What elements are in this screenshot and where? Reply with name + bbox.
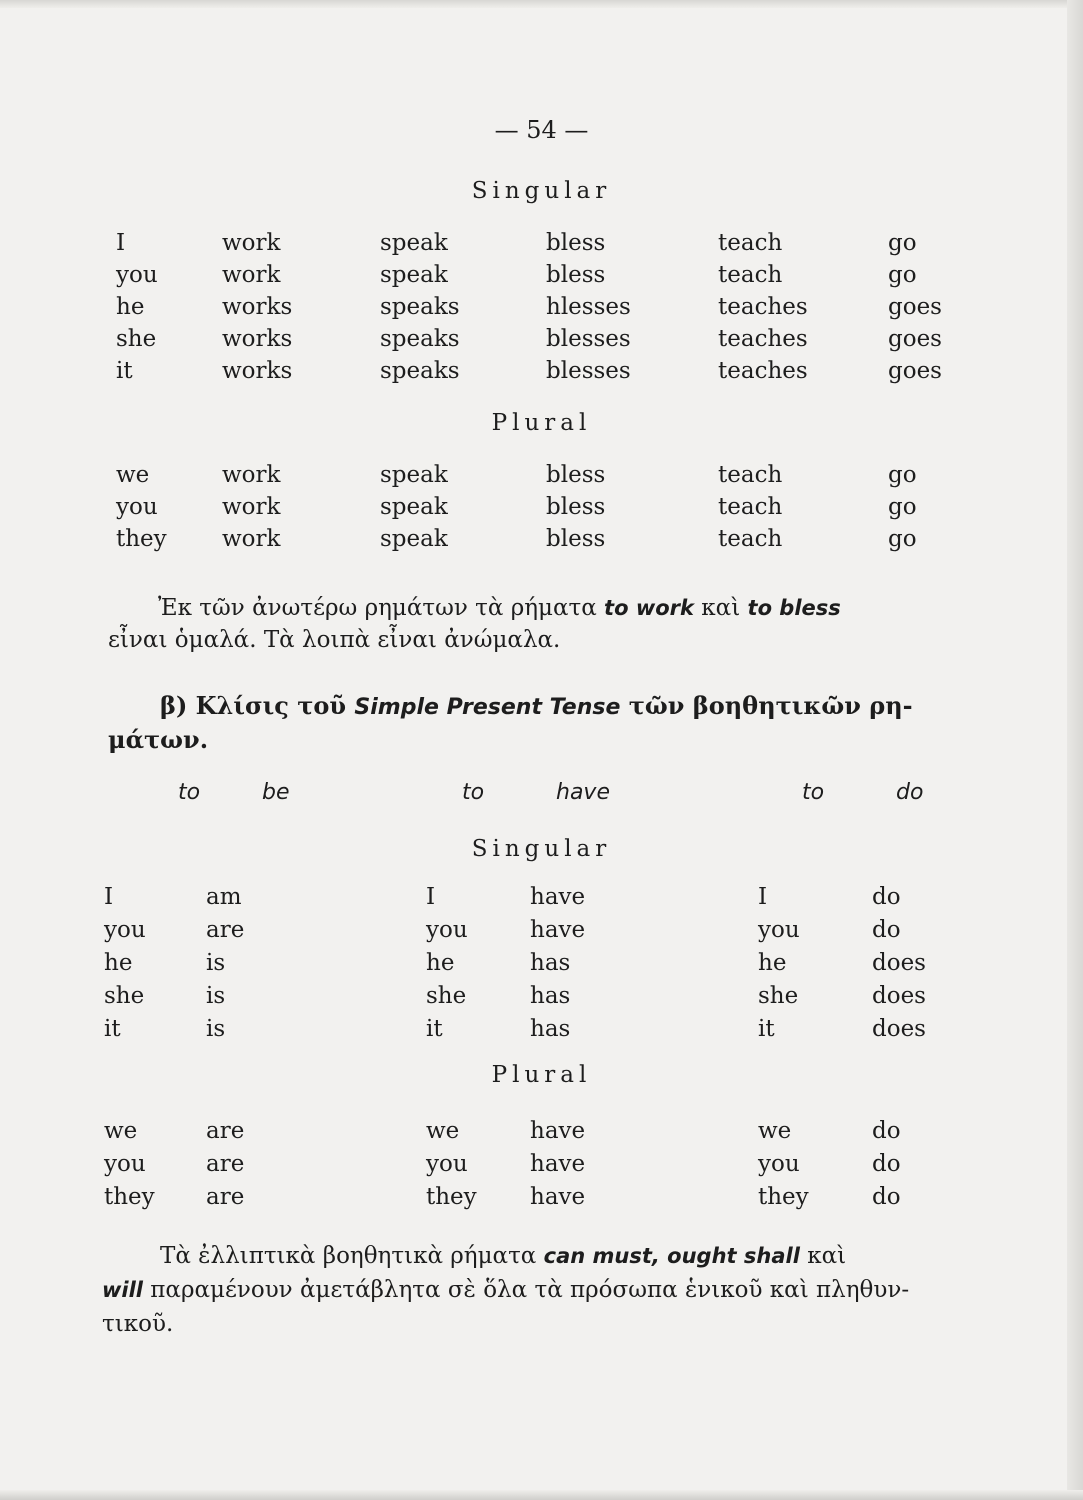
table-cell: go xyxy=(888,230,917,256)
table-cell: is xyxy=(206,983,226,1009)
table-cell: teach xyxy=(718,494,783,520)
table-cell: he xyxy=(116,294,145,320)
table-cell: they xyxy=(758,1184,809,1210)
table-cell: have xyxy=(530,884,586,910)
table-cell: do xyxy=(872,884,901,910)
table-cell: has xyxy=(530,950,571,976)
aux-have: have xyxy=(556,780,610,805)
section-b-tense: Simple Present Tense xyxy=(354,695,621,720)
table-cell: I xyxy=(426,884,436,910)
note2-modals: can must, ought shall xyxy=(543,1244,800,1268)
table-cell: bless xyxy=(546,462,606,488)
table-cell: teach xyxy=(718,526,783,552)
table-cell: they xyxy=(104,1184,155,1210)
table-cell: they xyxy=(116,526,167,552)
table-cell: do xyxy=(872,1118,901,1144)
table-cell: we xyxy=(426,1118,460,1144)
aux-to-2: to xyxy=(462,780,485,805)
aux-be: be xyxy=(262,780,290,805)
table-cell: you xyxy=(116,494,158,520)
aux-to-3: to xyxy=(802,780,825,805)
table-cell: am xyxy=(206,884,242,910)
note2-will: will xyxy=(102,1278,143,1302)
table-cell: works xyxy=(222,358,293,384)
section-b-line2: μάτων. xyxy=(108,725,209,754)
table-cell: I xyxy=(104,884,114,910)
table-cell: work xyxy=(222,494,281,520)
table-cell: are xyxy=(206,1118,245,1144)
table-cell: are xyxy=(206,1184,245,1210)
table-cell: it xyxy=(116,358,133,384)
table-cell: it xyxy=(758,1016,775,1042)
table-cell: speaks xyxy=(380,358,460,384)
table-cell: does xyxy=(872,950,926,976)
table-cell: work xyxy=(222,526,281,552)
aux-do: do xyxy=(896,780,924,805)
table-cell: is xyxy=(206,1016,226,1042)
table-cell: you xyxy=(758,917,800,943)
note1-line2: εἶναι ὁμαλά. Τὰ λοιπὰ εἶναι ἀνώμαλα. xyxy=(108,627,561,653)
table-cell: it xyxy=(426,1016,443,1042)
table-cell: we xyxy=(104,1118,138,1144)
table-cell: he xyxy=(758,950,787,976)
table-cell: you xyxy=(758,1151,800,1177)
table-cell: go xyxy=(888,462,917,488)
table1-plural-heading: Plural xyxy=(491,410,592,436)
table-cell: teach xyxy=(718,262,783,288)
table-cell: hlesses xyxy=(546,294,631,320)
table-cell: speak xyxy=(380,526,448,552)
table-cell: teaches xyxy=(718,294,808,320)
table-cell: goes xyxy=(888,358,942,384)
table-cell: he xyxy=(426,950,455,976)
table-cell: blesses xyxy=(546,326,631,352)
table-cell: bless xyxy=(546,230,606,256)
table-cell: is xyxy=(206,950,226,976)
table-cell: work xyxy=(222,462,281,488)
table-cell: goes xyxy=(888,326,942,352)
note1-text: Ἐκ τῶν ἀνωτέρω ρημάτων τὰ ρήματα xyxy=(158,595,605,621)
aux-to-1: to xyxy=(178,780,201,805)
table-cell: are xyxy=(206,1151,245,1177)
table-cell: he xyxy=(104,950,133,976)
page-edge-bottom xyxy=(0,1490,1083,1500)
table-cell: has xyxy=(530,983,571,1009)
table-cell: I xyxy=(116,230,126,256)
note1-verb-bless: to bless xyxy=(747,596,841,620)
table-cell: speak xyxy=(380,462,448,488)
table-cell: do xyxy=(872,1184,901,1210)
table-cell: go xyxy=(888,494,917,520)
table-cell: speaks xyxy=(380,294,460,320)
note2-line2 xyxy=(102,1274,909,1306)
table-cell: you xyxy=(104,917,146,943)
table-cell: teach xyxy=(718,230,783,256)
table-cell: she xyxy=(426,983,467,1009)
table-cell: do xyxy=(872,917,901,943)
note2-text: Τὰ ἐλλιπτικὰ βοηθητικὰ ρήματα xyxy=(160,1243,544,1269)
table-cell: we xyxy=(116,462,150,488)
note1-and: καὶ xyxy=(693,595,748,621)
table2-singular-heading: Singular xyxy=(471,836,612,862)
table-cell: you xyxy=(104,1151,146,1177)
table1-singular-heading: Singular xyxy=(471,178,612,204)
note1-verb-work: to work xyxy=(604,596,694,620)
table-cell: she xyxy=(116,326,157,352)
table-cell: she xyxy=(104,983,145,1009)
table-cell: has xyxy=(530,1016,571,1042)
page-number: — 54 — xyxy=(494,116,589,144)
table-cell: bless xyxy=(546,494,606,520)
table-cell: work xyxy=(222,262,281,288)
table-cell: they xyxy=(426,1184,477,1210)
table-cell: you xyxy=(426,917,468,943)
section-b-heading xyxy=(160,690,913,724)
table-cell: does xyxy=(872,1016,926,1042)
table-cell: you xyxy=(116,262,158,288)
table-cell: we xyxy=(758,1118,792,1144)
note2-and: καὶ xyxy=(799,1243,847,1269)
section-b-text: β) Κλίσις τοῦ xyxy=(160,691,355,720)
table-cell: speak xyxy=(380,494,448,520)
table-cell: go xyxy=(888,526,917,552)
table-cell: have xyxy=(530,1118,586,1144)
table-cell: speak xyxy=(380,262,448,288)
table-cell: work xyxy=(222,230,281,256)
table-cell: teaches xyxy=(718,358,808,384)
page-edge-right xyxy=(1067,0,1083,1500)
table-cell: teach xyxy=(718,462,783,488)
table-cell: have xyxy=(530,1151,586,1177)
table-cell: goes xyxy=(888,294,942,320)
table-cell: speak xyxy=(380,230,448,256)
note1-line1 xyxy=(158,592,841,624)
table-cell: bless xyxy=(546,526,606,552)
table-cell: teaches xyxy=(718,326,808,352)
page-edge-top xyxy=(0,0,1083,8)
note2-line1 xyxy=(160,1240,846,1272)
table-cell: you xyxy=(426,1151,468,1177)
table-cell: have xyxy=(530,917,586,943)
table-cell: go xyxy=(888,262,917,288)
note2-text-2: παραμένουν ἀμετάβλητα σὲ ὅλα τὰ πρόσωπα ἑνικοῦ καὶ πληθυν- xyxy=(143,1277,910,1303)
table-cell: are xyxy=(206,917,245,943)
table-cell: does xyxy=(872,983,926,1009)
table-cell: it xyxy=(104,1016,121,1042)
table-cell: speaks xyxy=(380,326,460,352)
section-b-text-end: τῶν βοηθητικῶν ρη- xyxy=(620,691,913,720)
table2-plural-heading: Plural xyxy=(491,1062,592,1088)
table-cell: have xyxy=(530,1184,586,1210)
table-cell: she xyxy=(758,983,799,1009)
note2-line3: τικοῦ. xyxy=(102,1311,174,1337)
table-cell: I xyxy=(758,884,768,910)
table-cell: blesses xyxy=(546,358,631,384)
table-cell: bless xyxy=(546,262,606,288)
table-cell: do xyxy=(872,1151,901,1177)
table-cell: works xyxy=(222,326,293,352)
table-cell: works xyxy=(222,294,293,320)
